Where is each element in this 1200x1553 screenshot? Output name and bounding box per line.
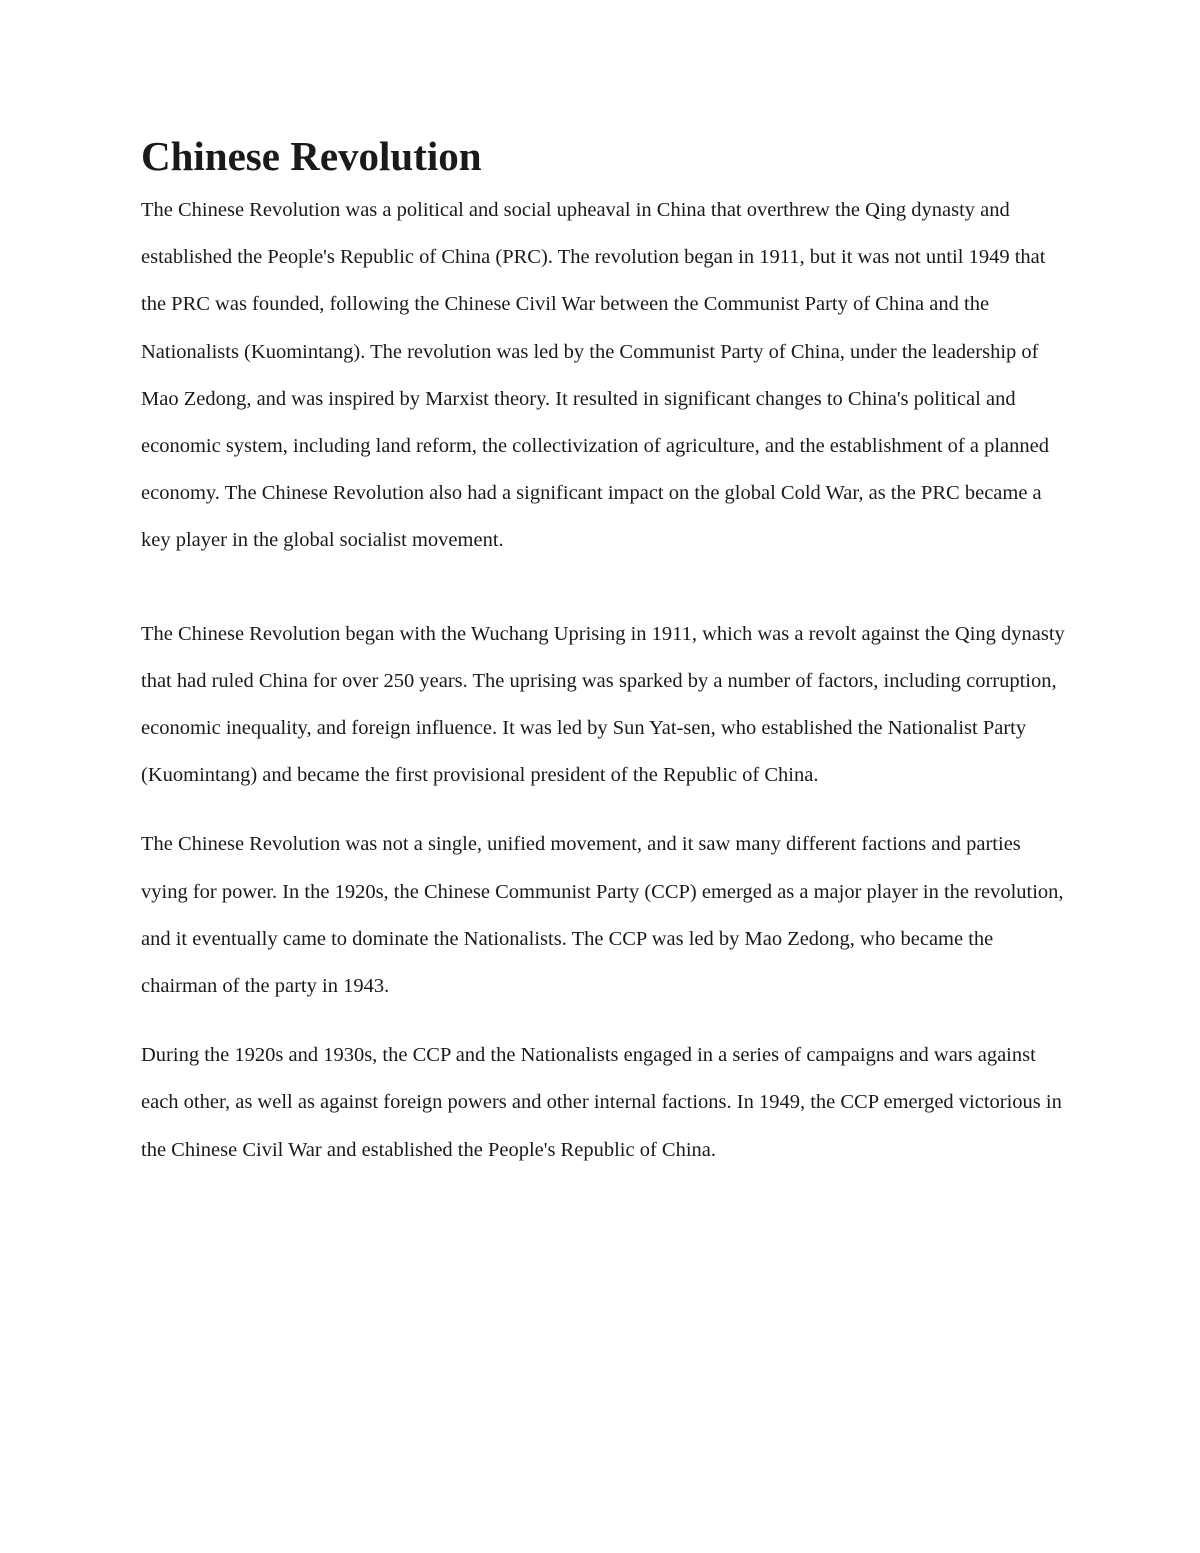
paragraph-1: The Chinese Revolution was a political and social upheaval in China that overthrew the Qing dynasty and established the People's Republic of China (PRC). The revolution began in 1911, but it was not until 1949 that the PRC was founded, following the Chinese Civil War between the Communist Party of China and the Nationalists (Kuomintang). The revolution was led by the Communist Party of China, under the leadership of Mao Zedong, and was inspired by Marxist theory. It resulted in significant changes to China's political and economic system, including land reform, the collectivization of agriculture, and the establishment of a planned economy. The Chinese Revolution also had a significant impact on the global Cold War, as the PRC became a key player in the global socialist movement. <box>141 199 1049 552</box>
paragraph-3: The Chinese Revolution was not a single, unified movement, and it saw many different factions and parties vying for power. In the 1920s, the Chinese Communist Party (CCP) emerged as a major player in the revolution, and it eventually came to dominate the Nationalists. The CCP was led by Mao Zedong, who became the chairman of the party in 1943. <box>141 833 1064 998</box>
document-title: Chinese Revolution <box>141 133 482 179</box>
paragraph-4: During the 1920s and 1930s, the CCP and the Nationalists engaged in a series of campaigns and wars against each other, as well as against foreign powers and other internal factions. In 1949, the CCP emerged victorious in the Chinese Civil War and established the People's Republic of China. <box>141 1044 1062 1161</box>
document-body <box>141 133 1066 1174</box>
paragraph-2: The Chinese Revolution began with the Wuchang Uprising in 1911, which was a revolt against the Qing dynasty that had ruled China for over 250 years. The uprising was sparked by a number of factors, including corruption, economic inequality, and foreign influence. It was led by Sun Yat-sen, who established the Nationalist Party (Kuomintang) and became the first provisional president of the Republic of China. <box>141 622 1065 787</box>
